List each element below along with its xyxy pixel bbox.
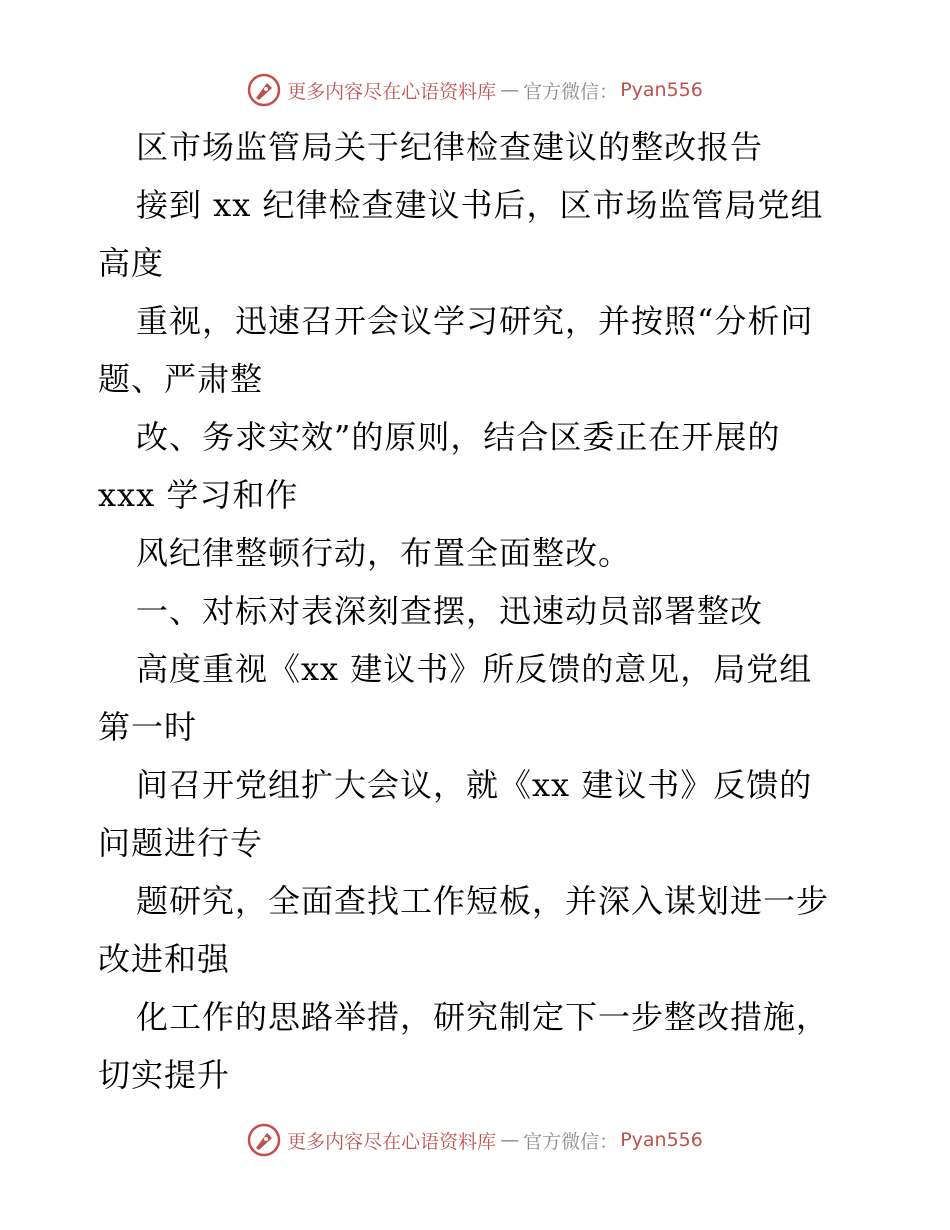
text-line: 间召开党组扩大会议，就《xx 建议书》反馈的 [136, 766, 813, 804]
text-line: 改、务求实效”的原则，结合区委正在开展的 [136, 418, 781, 456]
text-line: 改进和强 [98, 940, 231, 978]
text-line: 风纪律整顿行动，布置全面整改。 [136, 534, 632, 572]
text-line: 切实提升 [98, 1056, 231, 1094]
pen-nib-logo-icon [247, 1123, 281, 1157]
watermark-banner-top [0, 70, 950, 110]
banner-wechat-id: Pyan556 [620, 1129, 703, 1151]
text-line: xxx 学习和作 [98, 476, 299, 514]
banner-separator: — [500, 79, 520, 101]
banner-wechat-label: 官方微信： [523, 1130, 619, 1153]
banner-text: 更多内容尽在心语资料库 [287, 80, 497, 103]
text-line: 题研究，全面查找工作短板，并深入谋划进一步 [136, 882, 830, 920]
watermark-banner-bottom [0, 1120, 950, 1160]
text-line: 重视，迅速召开会议学习研究，并按照“分析问 [136, 302, 814, 340]
text-line: 高度 [98, 244, 165, 282]
text-line: 高度重视《xx 建议书》所反馈的意见，局党组 [136, 650, 813, 688]
banner-wechat-label: 官方微信： [523, 80, 619, 103]
text-line: 问题进行专 [98, 824, 264, 862]
text-line: 题、严肃整 [98, 360, 264, 398]
pen-nib-logo-icon [247, 73, 281, 107]
document-title: 区市场监管局关于纪律检查建议的整改报告 [136, 128, 764, 166]
banner-wechat-id: Pyan556 [620, 79, 703, 101]
text-line: 化工作的思路举措，研究制定下一步整改措施， [136, 998, 830, 1036]
text-line: 接到 xx 纪律检查建议书后，区市场监管局党组 [136, 186, 824, 224]
banner-separator: — [500, 1129, 520, 1151]
document-body [98, 118, 858, 1104]
text-line: 第一时 [98, 708, 198, 746]
banner-text: 更多内容尽在心语资料库 [287, 1130, 497, 1153]
text-line: 一、对标对表深刻查摆，迅速动员部署整改 [136, 592, 764, 630]
